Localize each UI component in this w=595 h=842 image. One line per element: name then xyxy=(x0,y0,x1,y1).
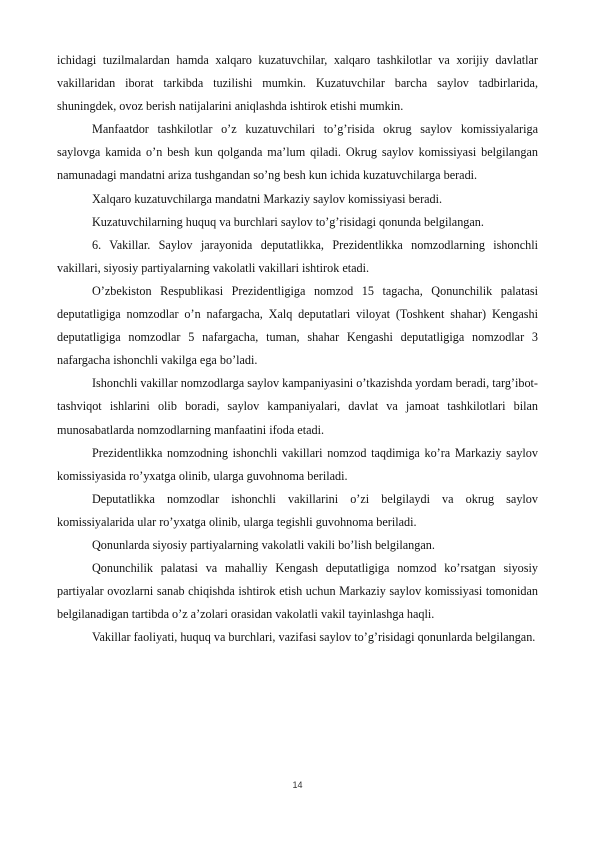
paragraph-party-representative: Qonunlarda siyosiy partiyalarning vakolatli vakili bo’lish belgilangan. xyxy=(92,537,435,552)
paragraph-continuation: ichidagi tuzilmalardan hamda xalqaro kuzatuvchilar, xalqaro tashkilotlar va xorijiy davlatlar vakillaridan iborat tarkibda tuzilishi mumkin. Kuzatuvchilar barcha saylov tadbirlarida, shuningdek, ovoz berish natijalarini aniqlashda ishtirok etishi mumkin. xyxy=(57,53,538,114)
document-body xyxy=(57,49,538,649)
paragraph-observers-rights: Kuzatuvchilarning huquq va burchlari saylov to’g’risidagi qonunda belgilangan. xyxy=(92,214,484,229)
paragraph-representative-limits: O’zbekiston Respublikasi Prezidentligiga nomzod 15 tagacha, Qonunchilik palatasi deputatligiga nomzodlar o’n nafargacha, Xalq deputatlari viloyat (Toshkent shahar) Kengashi deputatligiga nomzodlar 5 nafargacha, tuman, shahar Kengashi deputatligiga nomzodlar 3 nafargacha ishonchli vakilga ega bo’ladi. xyxy=(57,283,538,368)
paragraph-observers-notification: Manfaatdor tashkilotlar o’z kuzatuvchilari to’g’risida okrug saylov komissiyalariga saylovga kamida o’n besh kun qolganda ma’lum qiladi. Okrug saylov komissiyasi belgilangan namunadagi mandatni ariza tushgandan so’ng besh kun ichida kuzatuvchilarga beradi. xyxy=(57,122,538,183)
page-number: 14 xyxy=(292,780,303,790)
paragraph-deputy-representatives: Deputatlikka nomzodlar ishonchli vakillarini o’zi belgilaydi va okrug saylov komissiyalarida ular ro’yxatga olinib, ularga tegishli guvohnoma beriladi. xyxy=(57,491,538,529)
paragraph-representative-duties: Ishonchli vakillar nomzodlarga saylov kampaniyasini o’tkazishda yordam beradi, targ’ibot-tashviqot ishlarini olib boradi, saylov kampaniyalari, davlat va jamoat tashkilotlari bilan munosabatlarda nomzodlarning manfaatini ifoda etadi. xyxy=(57,376,538,437)
paragraph-party-vote-count: Qonunchilik palatasi va mahalliy Kengash deputatligiga nomzod ko’rsatgan siyosiy partiyalar ovozlarni sanab chiqishda ishtirok etish uchun Markaziy saylov komissiyasi tomonidan belgilanadigan tartibda o’z a’zolari orasidan vakolatli vakil tayinlashga haqli. xyxy=(57,561,538,622)
paragraph-presidential-representatives: Prezidentlikka nomzodning ishonchli vakillari nomzod taqdimiga ko’ra Markaziy saylov komissiyasida ro’yxatga olinib, ularga guvohnoma beriladi. xyxy=(57,445,538,483)
paragraph-representatives-law: Vakillar faoliyati, huquq va burchlari, vazifasi saylov to’g’risidagi qonunlarda belgilangan. xyxy=(92,630,536,645)
paragraph-section-6-representatives: 6. Vakillar. Saylov jarayonida deputatlikka, Prezidentlikka nomzodlarning ishonchli vakillari, siyosiy partiyalarning vakolatli vakillari ishtirok etadi. xyxy=(57,237,538,275)
paragraph-international-observers: Xalqaro kuzatuvchilarga mandatni Markaziy saylov komissiyasi beradi. xyxy=(92,191,443,206)
